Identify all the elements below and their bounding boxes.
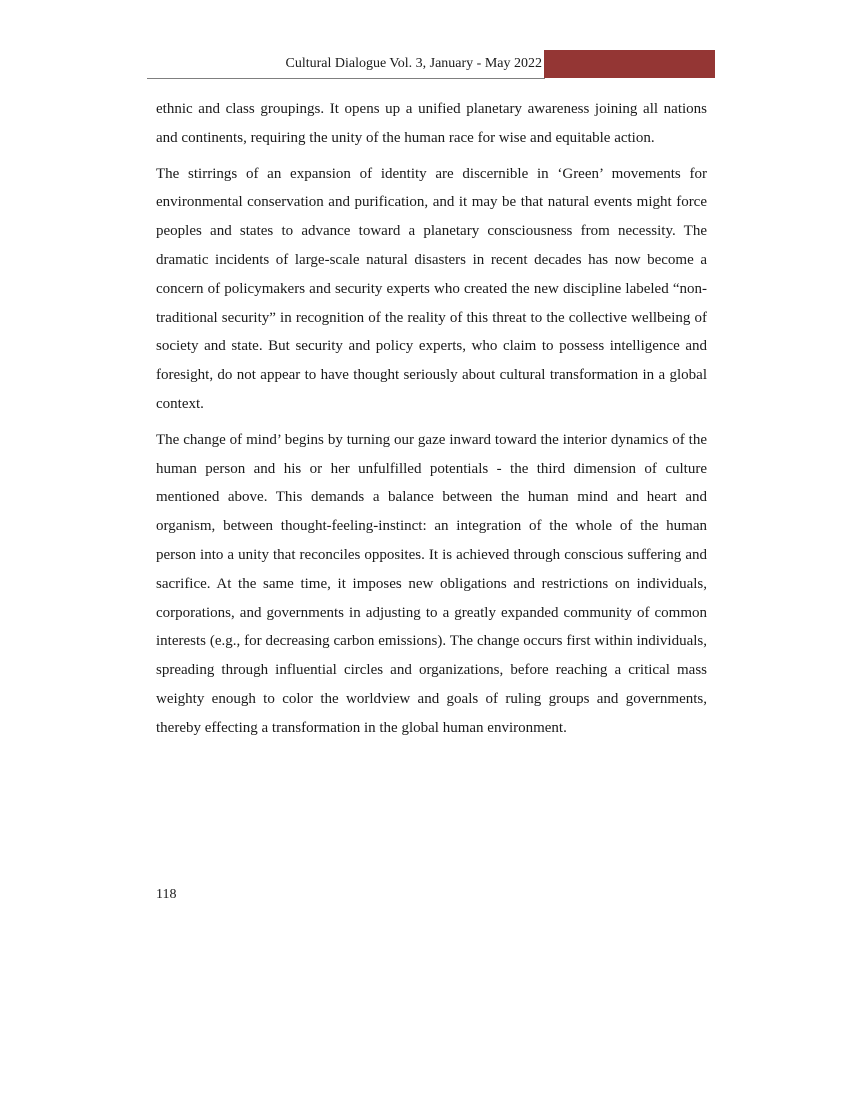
header-accent-bar bbox=[544, 50, 715, 78]
header-rule bbox=[147, 78, 545, 79]
paragraph-2: The stirrings of an expansion of identity are discernible in ‘Green’ movements for environmental conservation and purification, and it may be that natural events might force peoples and states to advance toward a planetary consciousness from necessity. The dramatic incidents of large-scale natural disasters in recent decades has now become a concern of policymakers and security experts who created the new discipline labeled “non-traditional security” in recognition of the reality of this threat to the collective wellbeing of society and state. But security and policy experts, who claim to possess intelligence and foresight, do not appear to have thought seriously about cultural transformation in a global context. bbox=[156, 165, 707, 412]
body-text bbox=[156, 95, 707, 750]
paragraph-1: ethnic and class groupings. It opens up a unified planetary awareness joining all nations and continents, requiring the unity of the human race for wise and equitable action. bbox=[156, 101, 707, 146]
page-number: 118 bbox=[156, 887, 177, 902]
running-header bbox=[147, 50, 715, 79]
journal-title: Cultural Dialogue Vol. 3, January - May 2022 bbox=[285, 56, 542, 71]
paragraph-3: The change of mind’ begins by turning our gaze inward toward the interior dynamics of the human person and his or her unfulfilled potentials - the third dimension of culture mentioned above. This demands a balance between the human mind and heart and organism, between thought-feeling-instinct: an integration of the whole of the human person into a unity that reconciles opposites. It is achieved through conscious suffering and sacrifice. At the same time, it imposes new obligations and restrictions on individuals, corporations, and governments in adjusting to a greatly expanded community of common interests (e.g., for decreasing carbon emissions). The change occurs first within individuals, spreading through influential circles and organizations, before reaching a critical mass weighty enough to color the worldview and goals of ruling groups and governments, thereby effecting a transformation in the global human environment. bbox=[156, 431, 707, 736]
